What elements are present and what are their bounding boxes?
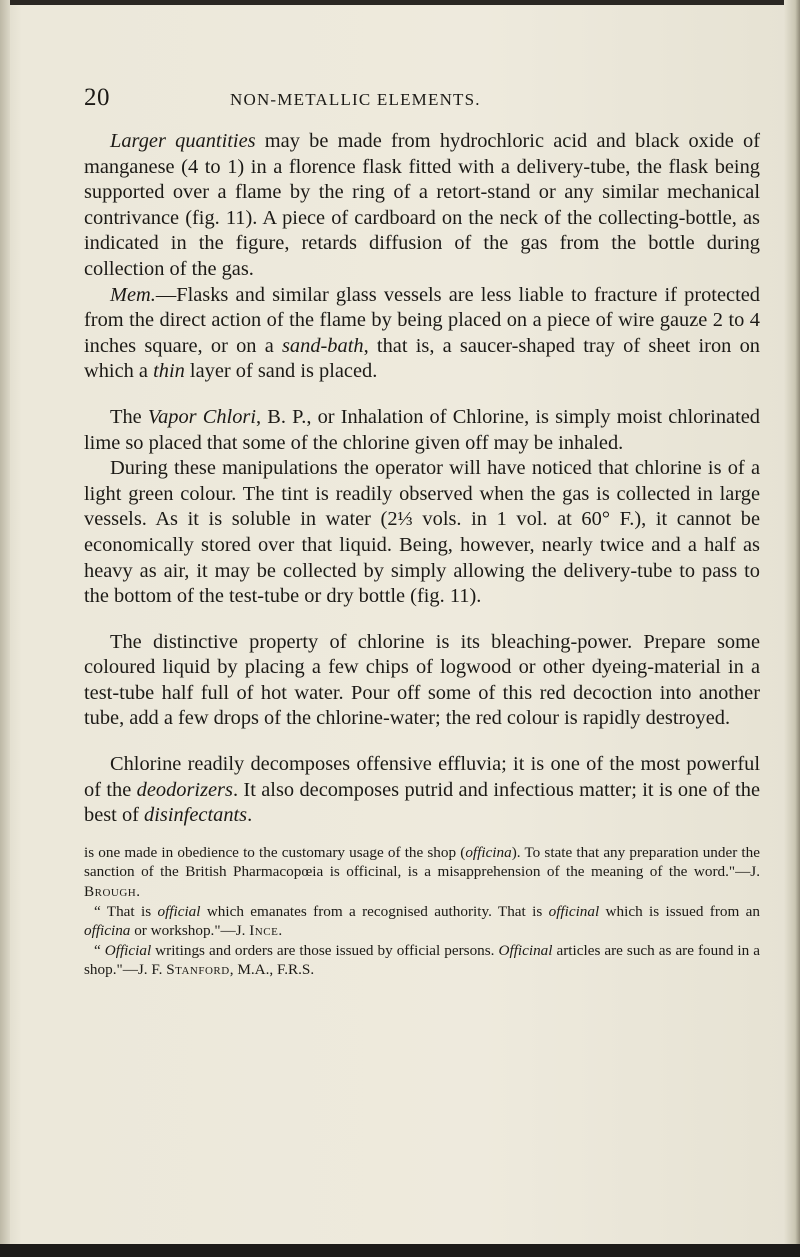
emphasis: disinfectants [144,804,248,827]
emphasis: sand-bath [282,334,364,357]
author-name: Ince [249,922,279,940]
footnote-text: which emanates from a recognised authority. That is [200,902,549,920]
footnote-text: “ That is [94,902,158,920]
running-head: NON-METALLIC ELEMENTS. [230,90,481,109]
footnote-text: . [278,922,283,940]
paragraph-text: . [247,804,253,827]
scan-top-edge [0,0,800,5]
footnote-text: ). To state that any preparation under the sanction of the British Pharmacopœia is officinal, is a misapprehension of the meaning of the word."—J. [84,843,760,881]
paragraph-bleaching: The distinctive property of chlorine is its bleaching-power. Prepare some coloured liquid by placing a few chips of logwood or other dyeing-material in a test-tube half full of hot water. Pour off some of this red decoction into another tube, add a few drops of the chlorine-water; the red colour is rapidly destroyed. [84,630,760,730]
emphasis: officinal [548,902,600,920]
paragraph-text: may be made from hydrochloric acid and black oxide of manganese (4 to 1) in a florence flask fitted with a delivery-tube, the flask being supported over a flame by the ring of a retort-stand or any similar mechanical contrivance (fig. 11). A piece of cardboard on the neck of the collecting-bottle, as indicated in the figure, retards diffusion of the gas from the bottle during collection of the gas. [84,130,761,280]
paragraph-deodorizers [84,752,760,829]
footnote-text: is one made in obedience to the customary usage of the shop ( [84,843,466,861]
footnote-text: writings and orders are those issued by official persons. [151,941,499,959]
footnote-text: “ [94,941,105,959]
paragraph-text: The [110,405,148,428]
emphasis: Vapor Chlori [147,405,257,428]
page-number: 20 [84,84,110,111]
emphasis: Mem. [110,283,156,306]
paragraph-vapor-chlori [84,405,760,456]
scan-bottom-edge [0,1244,800,1257]
paragraph-larger-quantities [84,129,760,283]
emphasis: officina [465,843,512,861]
footnote-text: . [136,883,141,901]
paragraph-text: . It also decomposes putrid and infectious matter; it is one of the best of [84,778,760,827]
page-body [84,129,760,980]
paragraph-text: , that is, a saucer-shaped tray of sheet iron on which a [84,334,760,383]
page-header [84,84,756,110]
footnote-stanford [84,941,760,980]
page-gutter-shadow [0,0,10,1257]
footnote-ince [84,902,760,941]
footnote-brough [84,843,760,902]
emphasis: Larger quantities [110,130,256,152]
footnote-text: articles are such as are found in a shop."—J. F. [84,941,761,979]
emphasis: official [157,902,201,920]
footnote [84,843,760,980]
emphasis: Officinal [498,941,553,959]
footnote-text: which is issued from an [599,902,761,920]
footnote-text: or workshop."—J. [130,922,250,940]
emphasis: deodorizers [136,778,233,801]
paragraph-text: Chlorine readily decomposes offensive effluvia; it is one of the most powerful of the [84,753,760,801]
paragraph-mem [84,283,760,385]
paragraph-text: , B. P., or Inhalation of Chlorine, is simply moist chlorinated lime so placed that some of the chlorine given off may be inhaled. [84,405,760,454]
paragraph-text: —Flasks and similar glass vessels are less liable to fracture if protected from the direct action of the flame by being placed on a piece of wire gauze 2 to 4 inches square, or on a [84,283,760,357]
paragraph-text: layer of sand is placed. [184,360,378,383]
emphasis: thin [153,360,185,383]
page-edge-shadow [784,0,800,1257]
emphasis: Official [104,941,152,959]
footnote-text: , M.A., F.R.S. [229,961,315,979]
paragraph-manipulations: During these manipulations the operator will have noticed that chlorine is of a light green colour. The tint is readily observed when the gas is collected in large vessels. As it is soluble in water (2⅓ vols. in 1 vol. at 60° F.), it cannot be economically stored over that liquid. Being, however, nearly twice and a half as heavy as air, it may be collected by simply allowing the delivery-tube to pass to the bottom of the test-tube or dry bottle (fig. 11). [84,457,760,608]
author-name: Brough [84,883,137,901]
emphasis: officina [84,922,131,940]
author-name: Stanford [166,961,230,979]
